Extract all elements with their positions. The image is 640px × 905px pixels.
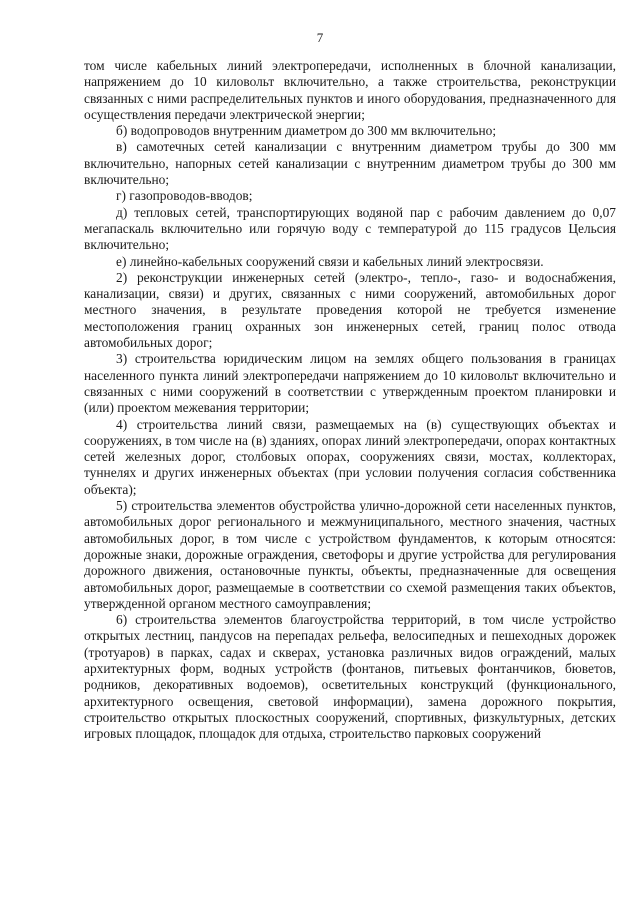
paragraph-item-b: б) водопроводов внутренним диаметром до 300 мм включительно; (116, 123, 497, 139)
page-number: 7 (316, 30, 324, 45)
paragraph-item-g: г) газопроводов-вводов; (116, 188, 253, 204)
paragraph-item-4: 4) строительства линий связи, размещаемых на (в) существующих объектах и сооружениях, в том числе на (в) зданиях, опорах линий электропередачи, опорах контактных сетей железных дорог, столбовых опорах, сооружениях связи, мостах, коллекторах, туннелях и других инженерных объектах (при условии получения согласия собственника объекта); (84, 416, 616, 497)
paragraph-item-5: 5) строительства элементов обустройства улично-дорожной сети населенных пунктов, автомобильных дорог регионального и межмуниципального, местного значения, частных автомобильных дорог, в том числе с устройством фундаментов, к которым относятся: дорожные знаки, дорожные ограждения, светофоры и другие устройства для регулирования дорожного движения, остановочные пункты, объекты, предназначенные для освещения автомобильных дорог, размещаемые в соответствии со схемой размещения таких объектов, утвержденной органом местного самоуправления; (84, 498, 616, 611)
paragraph-item-d: д) тепловых сетей, транспортирующих водяной пар с рабочим давлением до 0,07 мегапаскаль включительно или горячую воду с температурой до 115 градусов Цельсия включительно; (84, 204, 616, 253)
paragraph-item-e: е) линейно-кабельных сооружений связи и кабельных линий электросвязи. (116, 253, 544, 269)
paragraph-item-2: 2) реконструкции инженерных сетей (электро-, тепло-, газо- и водоснабжения, канализации, связи) и других, связанных с ними сооружений, автомобильных дорог местного значения, в результате проведения которой не требуется изменение местоположения границ охранных зон инженерных сетей, границ полос отвода автомобильных дорог; (84, 269, 616, 351)
paragraph-item-3: 3) строительства юридическим лицом на землях общего пользования в границах населенного пункта линий электропередачи напряжением до 10 киловольт включительно и связанных с ними сооружений в соответствии с утвержденным проектом планировки и (или) проектом межевания территории; (84, 351, 616, 416)
paragraph-item-6: 6) строительства элементов благоустройства территорий, в том числе устройство открытых лестниц, пандусов на перепадах рельефа, велосипедных и пешеходных дорожек (тротуаров) в парках, садах и скверах, установка различных видов ограждений, малых архитектурных форм, водных устройств (фонтанов, питьевых фонтанчиков, бюветов, родников, декоративных водоемов), осветительных конструкций (функционального, архитектурного освещения, световой информации), замена дорожного покрытия, строительство открытых плоскостных сооружений, спортивных, физкультурных, детских игровых площадок, площадок для отдыха, строительство парковых сооружений (84, 612, 616, 742)
paragraph-continuation: том числе кабельных линий электропередачи, исполненных в блочной канализации, напряжением до 10 киловольт включительно, а также строительства, реконструкции связанных с ними распределительных пунктов и иного оборудования, предназначенного для осуществления передачи электрической энергии; (84, 58, 616, 122)
paragraph-item-v: в) самотечных сетей канализации с внутренним диаметром трубы до 300 мм включительно, напорных сетей канализации с внутренним диаметром трубы до 300 мм включительно; (84, 139, 616, 188)
document-body (84, 58, 616, 742)
